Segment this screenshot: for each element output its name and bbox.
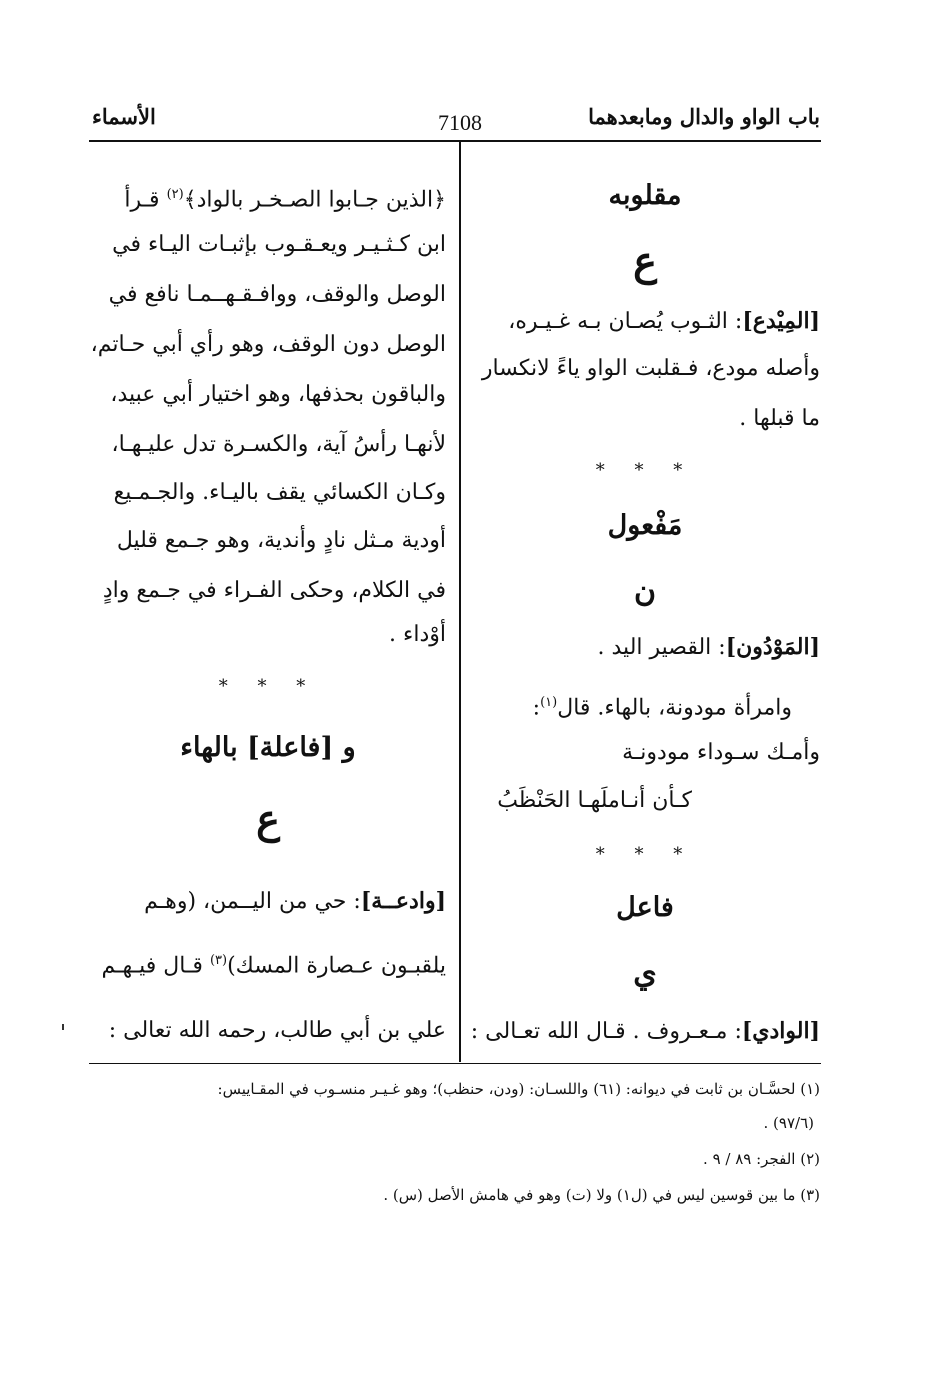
- footnote: (٣) ما بين قوسين ليس في (ل١) ولا (ت) وهو في هامش الأصل (س) .: [383, 1186, 820, 1204]
- text-line: أودية مـثل نادٍ وأندية، وهو جـمع قليل: [116, 528, 446, 553]
- footnote-ref: (٣): [209, 953, 228, 968]
- footnote-ref: (١): [540, 695, 558, 710]
- section-title: الأسماء: [92, 104, 156, 129]
- text-line: الوصل والوقف، ووافـقـهــمـا نافع في: [108, 282, 446, 307]
- footnote: (٢) الفجر: ٨٩ / ٩ .: [703, 1150, 820, 1168]
- verse-line: وأمـك سـوداء مودونـة: [622, 740, 820, 765]
- text-line: علي بن أبي طالب، رحمه الله تعالى :: [108, 1018, 446, 1043]
- quran-quote: ﴿الذين جـابوا الصـخـر بالواد﴾: [183, 187, 446, 213]
- footnote-ref: (٢): [166, 187, 184, 202]
- text-line: وكـان الكسائي يقف باليـاء. والجـمـيع: [113, 480, 446, 505]
- root-letter: ي: [633, 956, 657, 991]
- text-line: ﴿الذين جـابوا الصـخـر بالواد﴾$^{(٢)}$ قـرأ: [124, 187, 446, 213]
- text-line: يلقبـون عـصارة المسك)$^{(٣)}$ قـال فيـهـم: [101, 953, 446, 979]
- lemma: [المِيْدع]: [742, 308, 820, 334]
- entry-heading: مَفْعول: [607, 510, 683, 541]
- lemma: [المَوْدُون]: [725, 634, 820, 660]
- footnote: (٩٧/٦) .: [763, 1114, 814, 1132]
- text-line: والباقون بحذفها، وهو اختيار أبي عبيد،: [110, 382, 446, 407]
- text-line: ابن كـثـيـر ويعـقـوب بإثبـات اليـاء في: [112, 232, 446, 257]
- section-separator: * * *: [595, 460, 695, 481]
- section-separator: * * *: [218, 676, 318, 697]
- text-line: وأصله مودع، فـقلبت الواو ياءً لانكسار: [481, 356, 820, 381]
- lemma: [وادعــة]: [360, 888, 446, 914]
- text-line: [وادعــة]: حي من اليــمن، (وهـم: [144, 888, 446, 914]
- text-line: وامرأة مودونة، بالهاء. قال$^{(١)}$:: [532, 695, 792, 721]
- text-line: في الكلام، وحكى الفـراء في جـمع وادٍ: [102, 578, 446, 603]
- root-letter: ع: [633, 238, 657, 285]
- root-letter: ع: [256, 796, 280, 843]
- entry-heading: مقلوبه: [608, 180, 682, 211]
- text-line: [المِيْدع]: الثـوب يُصـان بـه غـيـره،: [508, 308, 820, 334]
- root-letter: ن: [633, 574, 657, 609]
- text-line: الوصل دون الوقف، وهو رأي أبي حـاتم،: [90, 332, 446, 357]
- lemma: [الوادي]: [741, 1018, 820, 1044]
- text-line: ما قبلها .: [739, 406, 820, 431]
- section-separator: * * *: [595, 844, 695, 865]
- chapter-title: باب الواو والدال ومابعدهما: [588, 104, 820, 129]
- text-line: [المَوْدُون]: القصير اليد .: [597, 634, 820, 660]
- verse-line: كـأن أنـاملَهـا الحَنْظَبُ: [497, 788, 692, 813]
- text-line: أوْداء .: [389, 622, 446, 647]
- footnote: (١) لحسَّـان بن ثابت في ديوانه: (٦١) واللسـان: (ودن، حنظب)؛ وهو غـيـر منسـوب في المقـاييس:: [217, 1080, 820, 1098]
- footnote-rule: [89, 1063, 821, 1064]
- entry-heading: و [فاعلة] بالهاء: [180, 732, 356, 763]
- column-divider: [459, 140, 461, 1062]
- text-line: [الوادي]: مـعـروف . قـال الله تعـالى :: [470, 1018, 820, 1044]
- header-rule: [89, 140, 821, 142]
- page-number: 7108: [438, 110, 482, 135]
- entry-heading: فاعل: [616, 892, 674, 923]
- scan-mark: [62, 1024, 64, 1030]
- text-line: لأنهـا رأسُ آية، والكسـرة تدل عليـهـا،: [111, 432, 446, 457]
